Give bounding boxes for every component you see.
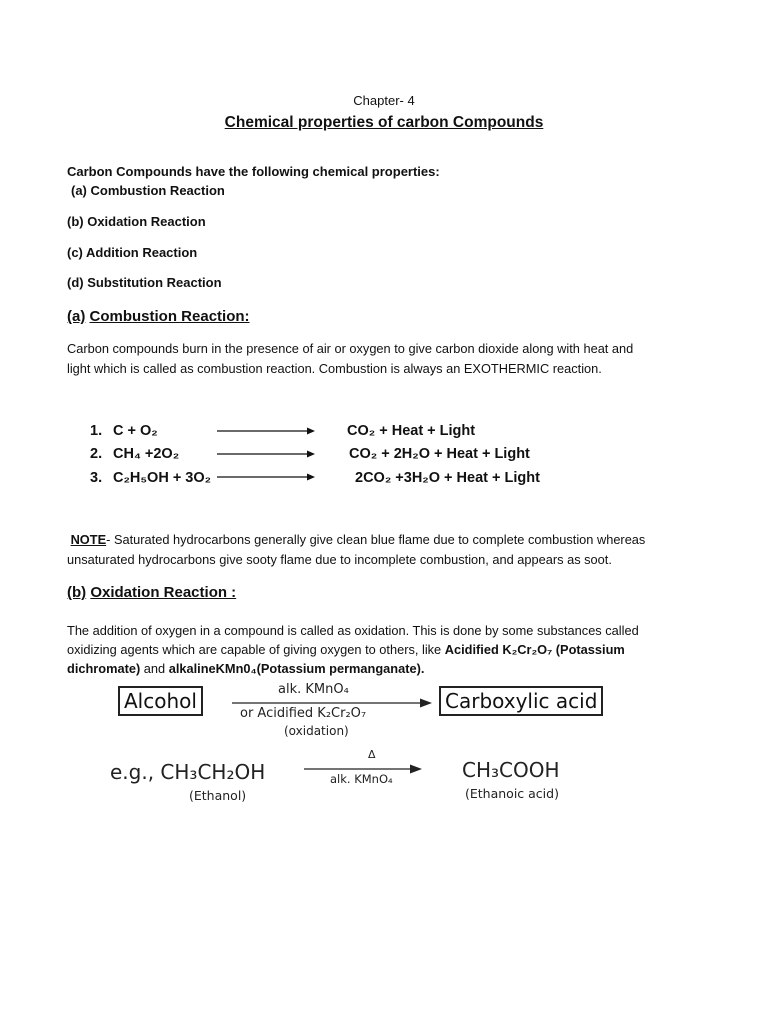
reaction-arrow-icon: [217, 449, 315, 459]
note-paragraph: [67, 530, 707, 570]
section-a-line: Carbon compounds burn in the presence of air or oxygen to give carbon dioxide along with heat and: [67, 341, 634, 356]
section-b-text: oxidizing agents which are capable of giving oxygen to others, like: [67, 642, 445, 657]
note-line: - Saturated hydrocarbons generally give clean blue flame due to complete combustion whereas: [106, 532, 646, 547]
section-b-bold: dichromate): [67, 661, 141, 676]
property-item: (c) Addition Reaction: [67, 245, 198, 260]
below-arrow-note: (oxidation): [284, 724, 349, 738]
property-item: (a) Combustion Reaction: [71, 183, 225, 198]
above-arrow-text: alk. KMnO₄: [278, 682, 349, 697]
section-a-title: Combustion Reaction:: [89, 308, 250, 325]
note-label: NOTE: [70, 532, 107, 547]
equation-rhs: 2CO₂ +3H₂O + Heat + Light: [355, 470, 540, 486]
page-title: Chemical properties of carbon Compounds: [224, 114, 544, 131]
equation-rhs: CO₂ + Heat + Light: [347, 423, 476, 439]
alcohol-box: Alcohol: [118, 686, 203, 716]
equation-number: 1.: [90, 423, 103, 439]
equation-lhs: C + O₂: [113, 423, 158, 439]
section-a-label: (a): [67, 308, 86, 325]
example-reactant: e.g., CH₃CH₂OH: [110, 760, 266, 784]
equation-lhs: C₂H₅OH + 3O₂: [113, 470, 212, 486]
below-arrow-text: or Acidified K₂Cr₂O₇: [240, 706, 367, 721]
carboxylic-acid-box: Carboxylic acid: [439, 686, 603, 716]
heat-symbol: Δ: [368, 748, 376, 761]
section-b-heading: [67, 584, 236, 601]
intro-text: Carbon Compounds have the following chemical properties:: [67, 164, 440, 179]
section-b-title: Oxidation Reaction :: [90, 584, 237, 601]
example-arrow-reagent: alk. KMnO₄: [330, 772, 393, 786]
reaction-arrow-icon: [217, 426, 315, 436]
oxidation-diagram: [108, 682, 618, 812]
example-product-name: (Ethanoic acid): [465, 786, 559, 801]
section-a-paragraph: [67, 339, 697, 379]
example-reactant-name: (Ethanol): [189, 788, 247, 803]
equation-number: 3.: [90, 470, 103, 486]
chapter-label: Chapter- 4: [353, 93, 415, 108]
equation-lhs: CH₄ +2O₂: [113, 446, 180, 462]
section-a-heading: [67, 308, 250, 325]
reaction-arrow-icon: [217, 472, 315, 482]
section-b-bold: alkalineKMn0₄(Potassium permanganate).: [168, 661, 425, 676]
example-product: CH₃COOH: [462, 758, 560, 782]
equation-rhs: CO₂ + 2H₂O + Heat + Light: [349, 446, 530, 462]
section-a-line: light which is called as combustion reaction. Combustion is always an EXOTHERMIC reaction.: [67, 361, 602, 376]
section-b-bold: Acidified K₂Cr₂O₇ (Potassium: [444, 642, 625, 657]
section-b-text: and: [140, 661, 169, 676]
note-line: unsaturated hydrocarbons give sooty flame due to incomplete combustion, and appears as soot.: [67, 552, 612, 567]
section-b-label: (b): [67, 584, 87, 601]
equation-number: 2.: [90, 446, 103, 462]
section-b-line: The addition of oxygen in a compound is called as oxidation. This is done by some substances called: [67, 623, 639, 638]
property-item: (d) Substitution Reaction: [67, 275, 222, 290]
property-item: (b) Oxidation Reaction: [67, 214, 206, 229]
section-b-paragraph: [67, 621, 707, 678]
